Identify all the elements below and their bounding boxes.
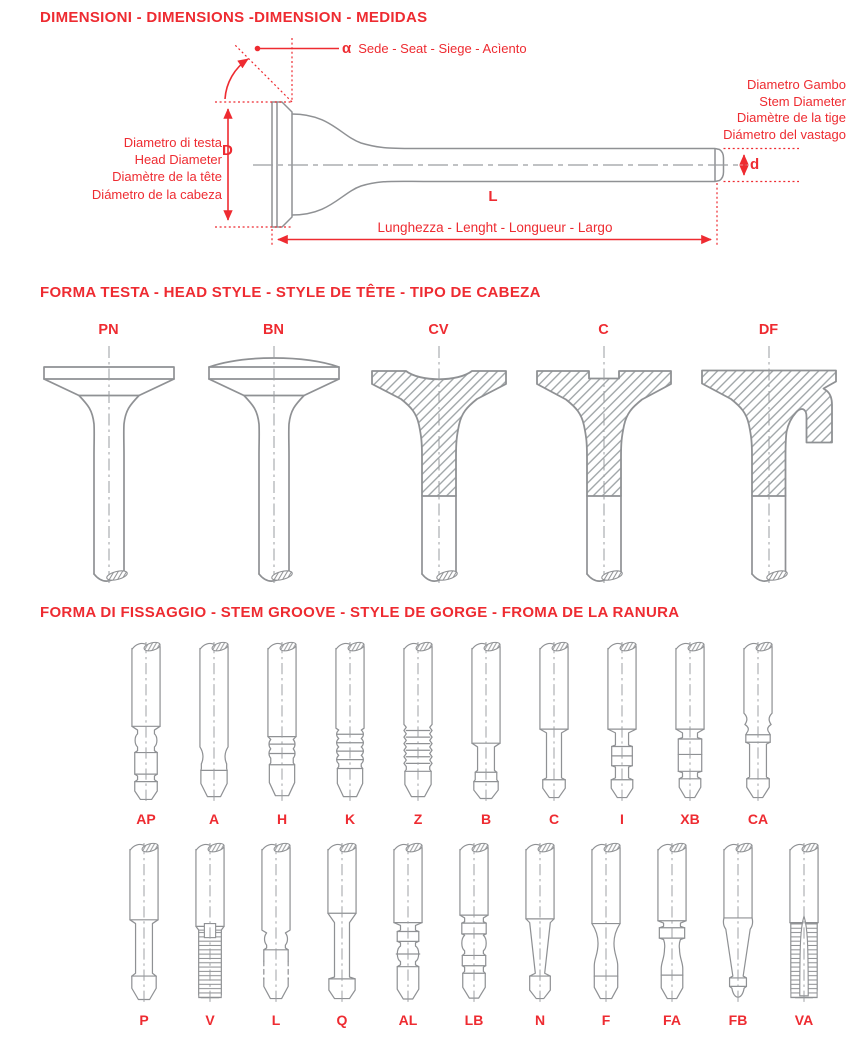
stem-groove-label: F bbox=[601, 1012, 611, 1028]
stem-groove-drawing bbox=[114, 841, 174, 1008]
stem-groove-figure bbox=[375, 841, 441, 1029]
dim-D: D bbox=[222, 142, 233, 159]
stem-groove-drawing bbox=[116, 640, 176, 807]
head-style-drawing bbox=[199, 344, 349, 589]
head-style-row bbox=[0, 322, 860, 589]
head-style-label: BN bbox=[263, 322, 284, 338]
head-style-drawing bbox=[364, 344, 514, 589]
stem-groove-figure bbox=[112, 640, 180, 828]
stem-groove-drawing bbox=[510, 841, 570, 1008]
seat-angle-label: α Sede - Seat - Siege - Acìento bbox=[342, 40, 527, 57]
head-style-figure bbox=[686, 322, 851, 589]
stem-groove-figure bbox=[573, 841, 639, 1029]
stem-groove-drawing bbox=[252, 640, 312, 807]
stem-groove-label: LB bbox=[464, 1012, 484, 1028]
stem-groove-drawing bbox=[184, 640, 244, 807]
section-title-head-style: FORMA TESTA - HEAD STYLE - STYLE DE TÊTE - TIPO DE CABEZA bbox=[40, 284, 541, 301]
stem-groove-label: B bbox=[480, 811, 492, 827]
stem-groove-figure bbox=[656, 640, 724, 828]
head-style-drawing bbox=[529, 344, 679, 589]
section-title-dimensions: DIMENSIONI - DIMENSIONS -DIMENSION - MEDIDAS bbox=[40, 9, 428, 26]
stem-groove-drawing bbox=[728, 640, 788, 807]
head-style-figure bbox=[521, 322, 686, 589]
stem-groove-drawing bbox=[774, 841, 834, 1008]
stem-groove-label: XB bbox=[680, 811, 700, 827]
stem-groove-row-2 bbox=[0, 841, 860, 1029]
stem-groove-label: VA bbox=[794, 1012, 814, 1028]
stem-groove-figure bbox=[452, 640, 520, 828]
stem-groove-label: N bbox=[534, 1012, 546, 1028]
stem-groove-drawing bbox=[378, 841, 438, 1008]
stem-groove-drawing bbox=[708, 841, 768, 1008]
head-diameter-label: Diametro di testa Head Diameter Diamètre de la tête Diámetro de la cabeza bbox=[91, 135, 222, 202]
stem-groove-figure bbox=[441, 841, 507, 1029]
stem-groove-drawing bbox=[592, 640, 652, 807]
dimension-annotations bbox=[215, 38, 799, 247]
stem-groove-drawing bbox=[660, 640, 720, 807]
stem-groove-label: CA bbox=[747, 811, 769, 827]
stem-groove-label: FA bbox=[663, 1012, 681, 1028]
stem-groove-label: V bbox=[205, 1012, 215, 1028]
stem-groove-drawing bbox=[456, 640, 516, 807]
dim-L: L bbox=[488, 188, 498, 205]
dim-d: d bbox=[750, 156, 760, 173]
stem-groove-figure bbox=[180, 640, 248, 828]
stem-groove-label: C bbox=[548, 811, 560, 827]
stem-groove-drawing bbox=[180, 841, 240, 1008]
stem-groove-figure bbox=[588, 640, 656, 828]
stem-groove-label: L bbox=[271, 1012, 281, 1028]
stem-groove-drawing bbox=[246, 841, 306, 1008]
stem-groove-label: AP bbox=[136, 811, 156, 827]
stem-groove-label: H bbox=[276, 811, 288, 827]
stem-groove-figure bbox=[771, 841, 837, 1029]
stem-groove-drawing bbox=[312, 841, 372, 1008]
head-style-label: C bbox=[598, 322, 609, 338]
stem-groove-figure bbox=[520, 640, 588, 828]
stem-groove-label: P bbox=[139, 1012, 149, 1028]
valve-outline bbox=[253, 102, 747, 227]
head-style-label: CV bbox=[428, 322, 449, 338]
stem-groove-label: Z bbox=[413, 811, 423, 827]
stem-diameter-label: Diametro Gambo Stem Diameter Diamètre de la tige Diámetro del vastago bbox=[723, 77, 846, 142]
stem-groove-drawing bbox=[524, 640, 584, 807]
head-style-figure bbox=[356, 322, 521, 589]
stem-groove-figure bbox=[507, 841, 573, 1029]
stem-groove-figure bbox=[639, 841, 705, 1029]
stem-groove-figure bbox=[724, 640, 792, 828]
head-style-drawing bbox=[694, 344, 844, 589]
dimension-diagram bbox=[0, 35, 860, 285]
head-style-label: DF bbox=[758, 322, 779, 338]
stem-groove-label: FB bbox=[728, 1012, 748, 1028]
head-style-drawing bbox=[34, 344, 184, 589]
stem-groove-figure bbox=[316, 640, 384, 828]
stem-groove-label: Q bbox=[336, 1012, 348, 1028]
stem-groove-label: I bbox=[620, 811, 624, 827]
stem-groove-label: A bbox=[208, 811, 220, 827]
stem-groove-figure bbox=[243, 841, 309, 1029]
stem-groove-figure bbox=[177, 841, 243, 1029]
stem-groove-drawing bbox=[444, 841, 504, 1008]
stem-groove-figure bbox=[384, 640, 452, 828]
stem-groove-row-1 bbox=[0, 640, 860, 828]
head-style-figure bbox=[26, 322, 191, 589]
stem-groove-label: AL bbox=[398, 1012, 418, 1028]
stem-groove-label: K bbox=[344, 811, 356, 827]
stem-groove-figure bbox=[309, 841, 375, 1029]
alpha-symbol: α bbox=[342, 40, 352, 57]
section-title-stem-groove: FORMA DI FISSAGGIO - STEM GROOVE - STYLE DE GORGE - FROMA DE LA RANURA bbox=[40, 604, 680, 621]
stem-groove-figure bbox=[705, 841, 771, 1029]
head-style-label: PN bbox=[98, 322, 119, 338]
length-label: Lunghezza - Lenght - Longueur - Largo bbox=[377, 220, 613, 235]
stem-groove-drawing bbox=[642, 841, 702, 1008]
head-style-figure bbox=[191, 322, 356, 589]
stem-groove-figure bbox=[248, 640, 316, 828]
stem-groove-figure bbox=[111, 841, 177, 1029]
stem-groove-drawing bbox=[320, 640, 380, 807]
stem-groove-drawing bbox=[576, 841, 636, 1008]
stem-groove-drawing bbox=[388, 640, 448, 807]
